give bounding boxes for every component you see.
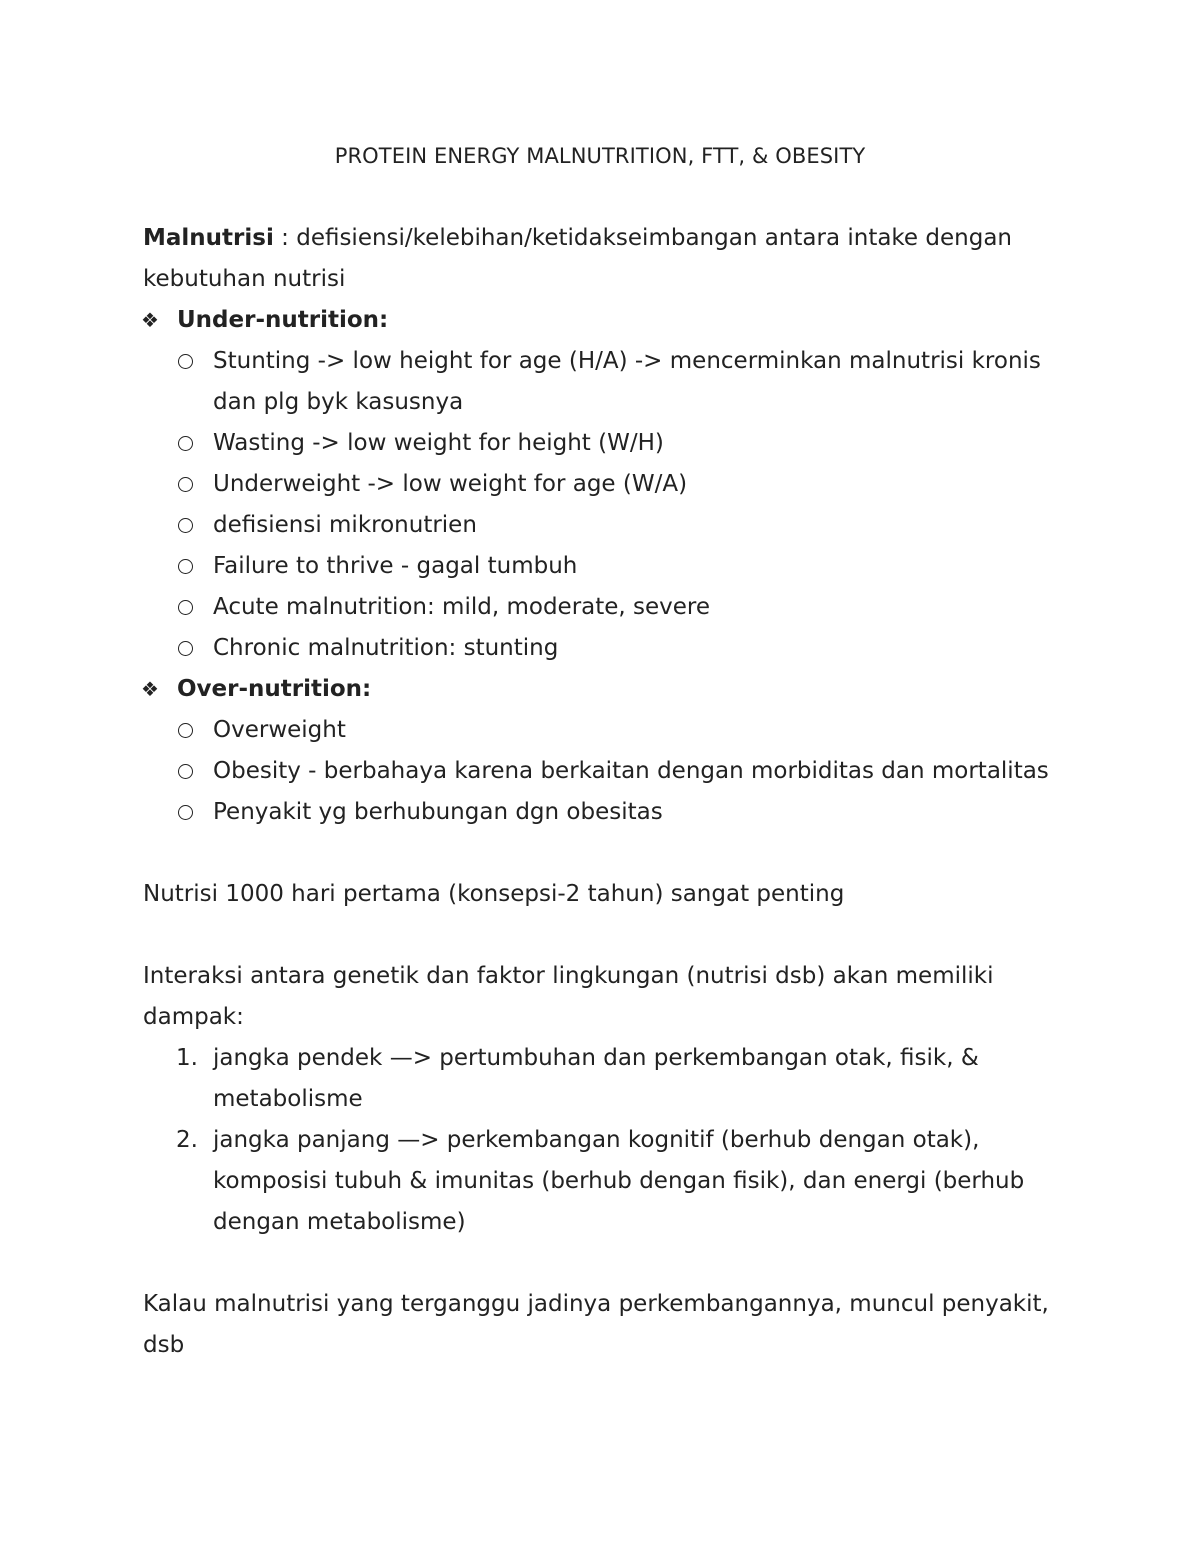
list-item xyxy=(143,792,1063,833)
circle-bullet-icon xyxy=(178,764,193,779)
interaksi-list xyxy=(143,1038,1063,1243)
list-item xyxy=(143,546,1063,587)
circle-bullet-icon xyxy=(178,723,193,738)
spacer xyxy=(143,833,1063,874)
list-item xyxy=(143,464,1063,505)
list-item-text: Wasting -> low weight for height (W/H) xyxy=(213,430,664,456)
under-nutrition-heading: Under-nutrition: xyxy=(177,307,389,333)
nutrisi-1000-paragraph: Nutrisi 1000 hari pertama (konsepsi-2 tahun) sangat penting xyxy=(143,881,845,907)
list-item-text: Obesity - berbahaya karena berkaitan dengan morbiditas dan mortalitas xyxy=(213,758,1049,784)
list-item xyxy=(143,710,1063,751)
list-item-text: Acute malnutrition: mild, moderate, severe xyxy=(213,594,711,620)
circle-bullet-icon xyxy=(178,600,193,615)
list-number: 1. xyxy=(176,1045,198,1071)
list-item xyxy=(143,341,1063,423)
list-item-text: jangka pendek —> pertumbuhan dan perkembangan otak, fisik, & metabolisme xyxy=(213,1045,979,1112)
list-item-text: Underweight -> low weight for age (W/A) xyxy=(213,471,688,497)
definition-term: Malnutrisi xyxy=(143,225,274,251)
spacer xyxy=(143,915,1063,956)
definition-text: : defisiensi/kelebihan/ketidakseimbangan antara intake dengan kebutuhan nutrisi xyxy=(143,225,1012,292)
under-nutrition-heading-item xyxy=(143,300,1063,341)
circle-bullet-icon xyxy=(178,354,193,369)
list-number: 2. xyxy=(176,1127,198,1153)
diamond-bullet-icon: ❖ xyxy=(141,677,159,701)
circle-bullet-icon xyxy=(178,518,193,533)
list-item-text: jangka panjang —> perkembangan kognitif (berhub dengan otak), komposisi tubuh & imunitas (berhub dengan fisik), dan energi (berhub dengan metabolisme) xyxy=(213,1127,1025,1235)
list-item xyxy=(143,587,1063,628)
list-item-text: Stunting -> low height for age (H/A) -> mencerminkan malnutrisi kronis dan plg byk kasusnya xyxy=(213,348,1041,415)
over-nutrition-heading-item xyxy=(143,669,1063,710)
circle-bullet-icon xyxy=(178,559,193,574)
circle-bullet-icon xyxy=(178,477,193,492)
list-item xyxy=(143,1038,1063,1120)
circle-bullet-icon xyxy=(178,436,193,451)
over-nutrition-section xyxy=(143,669,1063,833)
definition-paragraph xyxy=(143,218,1063,300)
circle-bullet-icon xyxy=(178,641,193,656)
document-title: PROTEIN ENERGY MALNUTRITION, FTT, & OBESITY xyxy=(334,144,866,168)
list-item-text: Chronic malnutrition: stunting xyxy=(213,635,559,661)
list-item xyxy=(143,1120,1063,1243)
spacer xyxy=(143,1243,1063,1284)
document-page xyxy=(143,136,1063,1366)
list-item xyxy=(143,628,1063,669)
kalau-paragraph: Kalau malnutrisi yang terganggu jadinya perkembangannya, muncul penyakit, dsb xyxy=(143,1291,1049,1358)
over-nutrition-heading: Over-nutrition: xyxy=(177,676,372,702)
list-item-text: Overweight xyxy=(213,717,346,743)
diamond-bullet-icon: ❖ xyxy=(141,308,159,332)
list-item-text: defisiensi mikronutrien xyxy=(213,512,477,538)
list-item xyxy=(143,751,1063,792)
circle-bullet-icon xyxy=(178,805,193,820)
list-item xyxy=(143,505,1063,546)
list-item xyxy=(143,423,1063,464)
list-item-text: Failure to thrive - gagal tumbuh xyxy=(213,553,578,579)
interaksi-intro: Interaksi antara genetik dan faktor lingkungan (nutrisi dsb) akan memiliki dampak: xyxy=(143,963,994,1030)
list-item-text: Penyakit yg berhubungan dgn obesitas xyxy=(213,799,663,825)
under-nutrition-section xyxy=(143,300,1063,669)
